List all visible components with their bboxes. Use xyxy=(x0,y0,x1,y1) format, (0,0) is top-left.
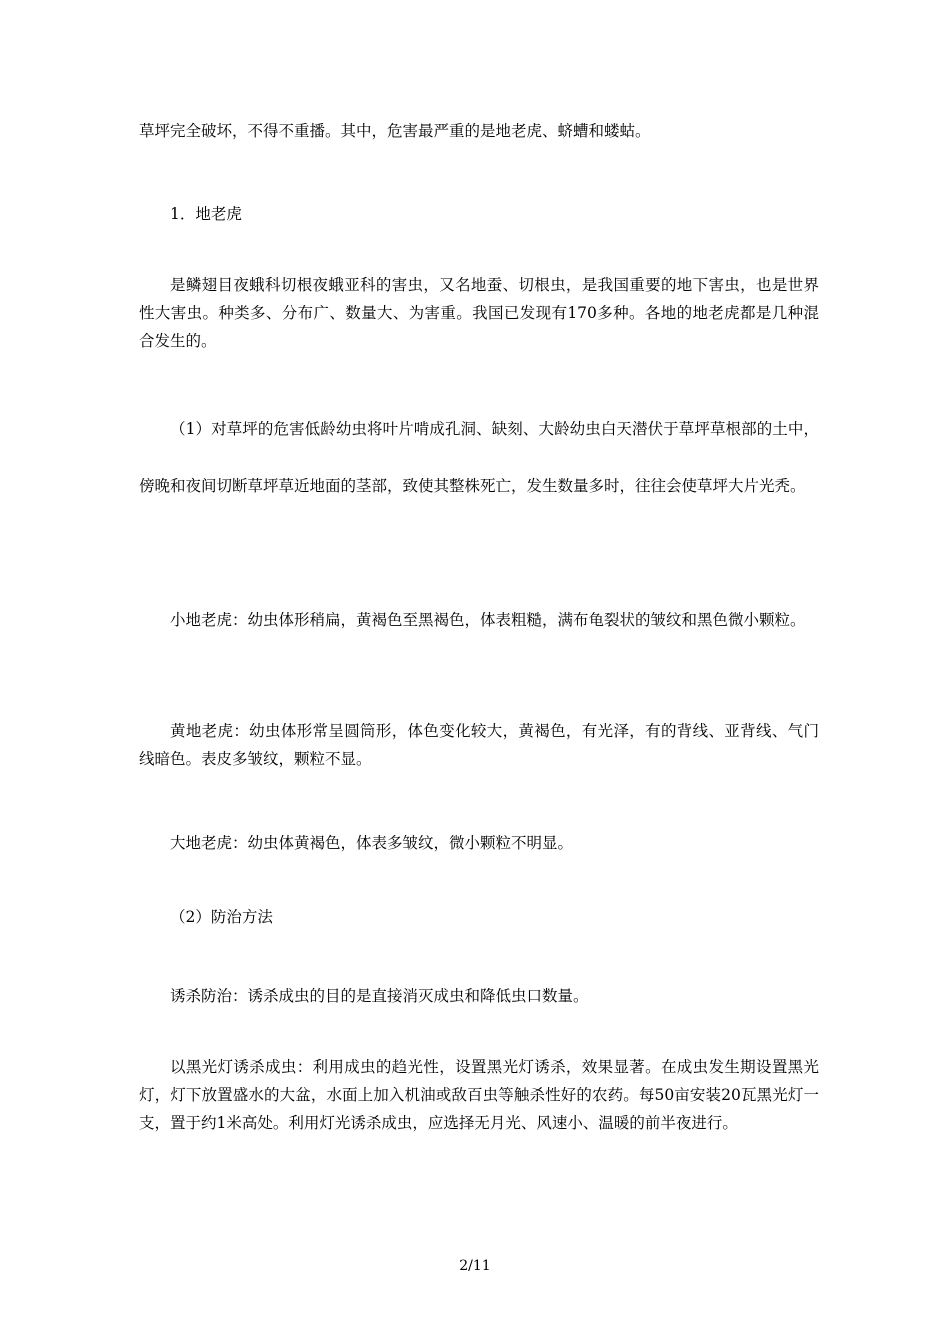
heading-cutworm: 1．地老虎 xyxy=(170,205,242,223)
paragraph-black-light-trap: 以黑光灯诱杀成虫：利用成虫的趋光性，设置黑光灯诱杀，效果显著。在成虫发生期设置黑光灯，灯下放置盛水的大盆，水面上加入机油或敌百虫等触杀性好的农药。每50亩安装20瓦黑光灯一支，置于约1米高处。利用灯光诱杀成虫，应选择无月光、风速小、温暖的前半夜进行。 xyxy=(139,1058,819,1132)
paragraph-lawn-damage: （1）对草坪的危害低龄幼虫将叶片啃成孔洞、缺刻、大龄幼虫白天潜伏于草坪草根部的土中，傍晚和夜间切断草坪草近地面的茎部，致使其整株死亡，发生数量多时，往往会使草坪大片光秃。 xyxy=(139,420,819,495)
paragraph-yellow-cutworm: 黄地老虎：幼虫体形常呈圆筒形，体色变化较大，黄褐色，有光泽，有的背线、亚背线、气门线暗色。表皮多皱纹，颗粒不显。 xyxy=(139,722,819,768)
paragraph-cutworm-description: 是鳞翅目夜蛾科切根夜蛾亚科的害虫，又名地蚕、切根虫，是我国重要的地下害虫，也是世界性大害虫。种类多、分布广、数量大、为害重。我国已发现有170多种。各地的地老虎都是几种混合发生的。 xyxy=(139,276,819,350)
paragraph-trap-control: 诱杀防治：诱杀成虫的目的是直接消灭成虫和降低虫口数量。 xyxy=(170,987,589,1005)
paragraph-small-cutworm: 小地老虎：幼虫体形稍扁，黄褐色至黑褐色，体表粗糙，满布龟裂状的皱纹和黑色微小颗粒。 xyxy=(170,611,806,629)
paragraph-intro: 草坪完全破坏，不得不重播。其中，危害最严重的是地老虎、蛴螬和蝼蛄。 xyxy=(139,122,651,140)
paragraph-large-cutworm: 大地老虎：幼虫体黄褐色，体表多皱纹，微小颗粒不明显。 xyxy=(170,834,574,852)
page-number: 2/11 xyxy=(459,1258,491,1274)
heading-control-methods: （2）防治方法 xyxy=(170,908,273,926)
